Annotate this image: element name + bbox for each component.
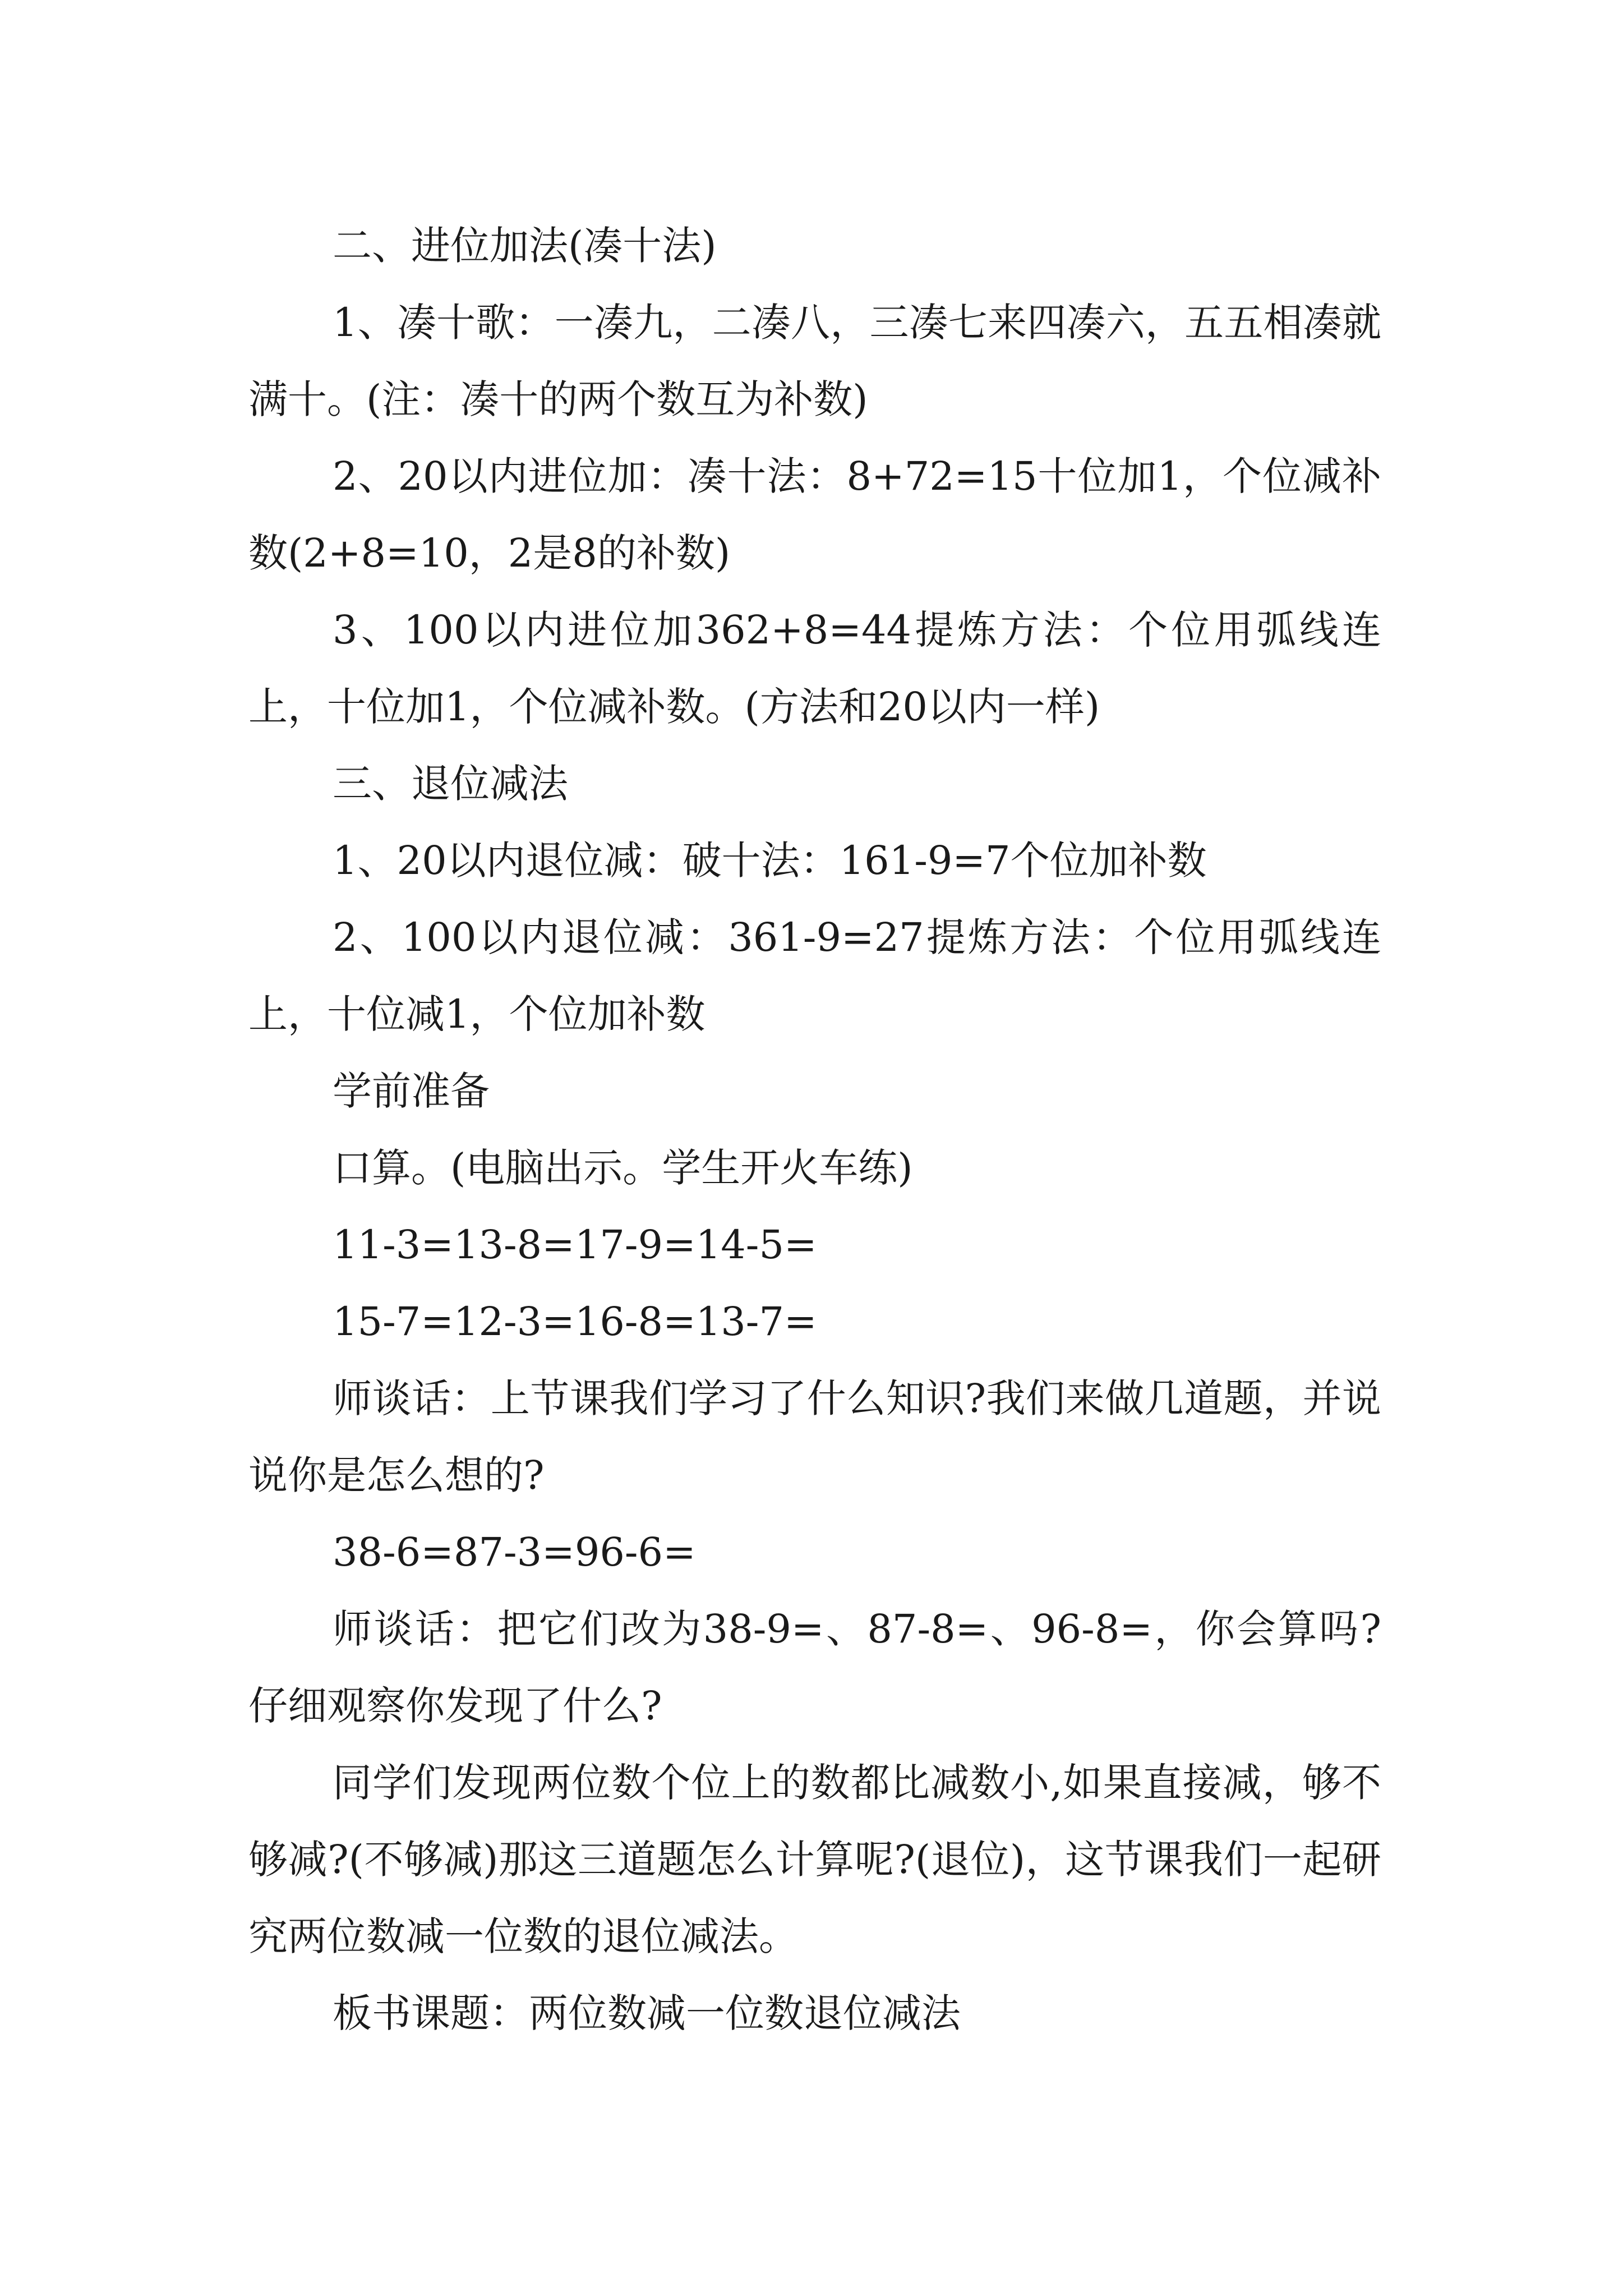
exercise-line-3: 38-6=87-3=96-6= xyxy=(333,1529,696,1575)
paragraph-teacher-talk-2: 师谈话：把它们改为38-9=、87-8=、96-8=，你会算吗?仔细观察你发现了什么? xyxy=(248,1606,1381,1729)
paragraph-oral-calculation: 口算。(电脑出示。学生开火车练) xyxy=(333,1145,913,1191)
section-heading-borrow-subtraction: 三、退位减法 xyxy=(333,761,568,807)
paragraph-borrow-within-20: 1、20以内退位减：破十法：161-9=7个位加补数 xyxy=(333,838,1207,884)
heading-preparation: 学前准备 xyxy=(333,1068,490,1114)
paragraph-board-title: 板书课题：两位数减一位数退位减法 xyxy=(333,1990,961,2036)
exercise-line-1: 11-3=13-8=17-9=14-5= xyxy=(333,1222,817,1268)
section-heading-carry-addition: 二、进位加法(凑十法) xyxy=(333,223,717,269)
document-body xyxy=(248,208,1381,2052)
paragraph-carry-addition-within-100: 3、100以内进位加362+8=44提炼方法：个位用弧线连上，十位加1，个位减补数。(方法和20以内一样) xyxy=(248,607,1381,730)
paragraph-make-ten-song: 1、凑十歌：一凑九，二凑八，三凑七来四凑六，五五相凑就满十。(注：凑十的两个数互为补数) xyxy=(248,300,1381,422)
paragraph-borrow-within-100: 2、100以内退位减：361-9=27提炼方法：个位用弧线连上，十位减1，个位加补数 xyxy=(248,914,1381,1037)
paragraph-teacher-talk-1: 师谈话：上节课我们学习了什么知识?我们来做几道题，并说说你是怎么想的? xyxy=(248,1375,1381,1498)
exercise-line-2: 15-7=12-3=16-8=13-7= xyxy=(333,1299,817,1345)
paragraph-carry-addition-within-20: 2、20以内进位加：凑十法：8+72=15十位加1，个位减补数(2+8=10，2是8的补数) xyxy=(248,453,1381,576)
paragraph-students-discover: 同学们发现两位数个位上的数都比减数小,如果直接减，够不够减?(不够减)那这三道题怎么计算呢?(退位)，这节课我们一起研究两位数减一位数的退位减法。 xyxy=(248,1760,1381,1959)
